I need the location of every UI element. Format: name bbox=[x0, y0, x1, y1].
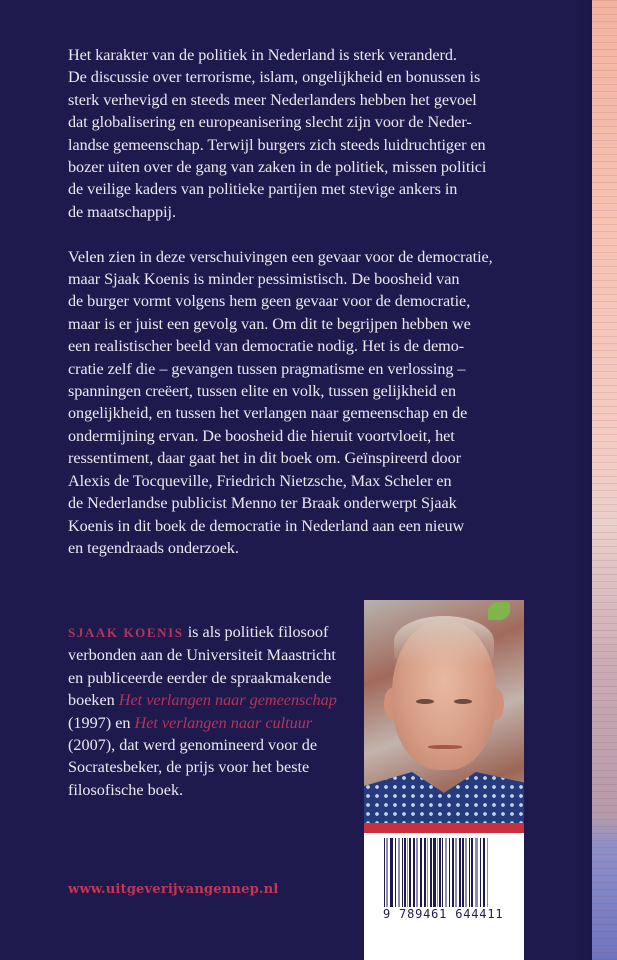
blurb-line: ondermijning ervan. De boosheid die hieruit voortvloeit, het bbox=[68, 426, 455, 445]
book-title-2: Het verlangen naar cultuur bbox=[134, 713, 313, 732]
blurb-line: Alexis de Tocqueville, Friedrich Nietzsche, Max Scheler en bbox=[68, 471, 452, 490]
bio-line: filosofische boek. bbox=[68, 780, 184, 799]
book-title-1: Het verlangen naar gemeenschap bbox=[118, 691, 337, 710]
blurb-line: dat globalisering en europeanisering slecht zijn voor de Neder- bbox=[68, 113, 472, 132]
blurb-line: Velen zien in deze verschuivingen een gevaar voor de democratie, bbox=[68, 247, 493, 266]
blurb-text bbox=[68, 44, 538, 559]
bio-line: Socratesbeker, de prijs voor het beste bbox=[68, 758, 310, 777]
blurb-line: cratie zelf die – gevangen tussen pragmatisme en verlossing – bbox=[68, 359, 466, 378]
red-accent-band bbox=[364, 823, 524, 833]
author-bio bbox=[68, 621, 358, 801]
eye bbox=[416, 699, 434, 704]
leaf-detail bbox=[488, 602, 510, 620]
blurb-line: ressentiment, daar gaat het in dit boek om. Geïnspireerd door bbox=[68, 449, 461, 468]
bio-line: en publiceerde eerder de spraakmakende bbox=[68, 668, 332, 687]
eye bbox=[454, 699, 472, 704]
bio-line: (2007), dat werd genomineerd voor de bbox=[68, 736, 318, 755]
barcode-panel bbox=[364, 833, 524, 960]
spine-shadow bbox=[570, 0, 592, 960]
isbn-number: 9 789461 644411 bbox=[383, 907, 504, 921]
blurb-line: landse gemeenschap. Terwijl burgers zich steeds luidruchtiger en bbox=[68, 135, 486, 154]
blurb-line: en tegendraads onderzoek. bbox=[68, 538, 239, 557]
blurb-line: Koenis in dit boek de democratie in Nederland aan een nieuw bbox=[68, 516, 465, 535]
blurb-line: Het karakter van de politiek in Nederland is sterk veranderd. bbox=[68, 46, 457, 64]
bio-text: is als politiek filosoof bbox=[183, 623, 329, 641]
author-photo bbox=[364, 600, 524, 823]
bio-line: verbonden aan de Universiteit Maastricht bbox=[68, 646, 336, 665]
blurb-paragraph-1 bbox=[68, 44, 538, 223]
blurb-line: ongelijkheid, en tussen het verlangen naar gemeenschap en de bbox=[68, 404, 468, 423]
blurb-line: bozer uiten over de gang van zaken in de politiek, missen politici bbox=[68, 158, 487, 177]
blurb-line: maar Sjaak Koenis is minder pessimistisch. De boosheid van bbox=[68, 270, 460, 289]
blurb-line: maar is er juist een gevolg van. Om dit te begrijpen hebben we bbox=[68, 314, 471, 333]
blurb-paragraph-2 bbox=[68, 246, 538, 560]
hair bbox=[394, 616, 494, 666]
blurb-line: de Nederlandse publicist Menno ter Braak onderwerpt Sjaak bbox=[68, 494, 457, 513]
front-cover-edge-strip bbox=[592, 0, 617, 960]
author-name: SJAAK KOENIS bbox=[68, 625, 184, 640]
isbn-barcode-icon bbox=[384, 838, 504, 918]
blurb-line: de veilige kaders van politieke partijen met stevige ankers in bbox=[68, 180, 458, 199]
patterned-shirt bbox=[364, 765, 524, 823]
blurb-line: sterk verhevigd en steeds meer Nederlanders hebben het gevoel bbox=[68, 90, 477, 109]
blurb-line: de maatschappij. bbox=[68, 202, 176, 221]
blurb-line: een realistischer beeld van democratie nodig. Het is de demo- bbox=[68, 337, 465, 356]
bio-text: (1997) en bbox=[68, 713, 135, 732]
blurb-line: De discussie over terrorisme, islam, ongelijkheid en bonussen is bbox=[68, 68, 481, 87]
blurb-line: de burger vormt volgens hem geen gevaar voor de democratie, bbox=[68, 292, 471, 311]
publisher-url[interactable]: www.uitgeverijvangennep.nl bbox=[68, 882, 279, 897]
bio-text: boeken bbox=[68, 691, 119, 710]
blurb-line: spanningen creëert, tussen elite en volk, tussen gelijkheid en bbox=[68, 382, 456, 401]
mouth bbox=[428, 745, 462, 749]
